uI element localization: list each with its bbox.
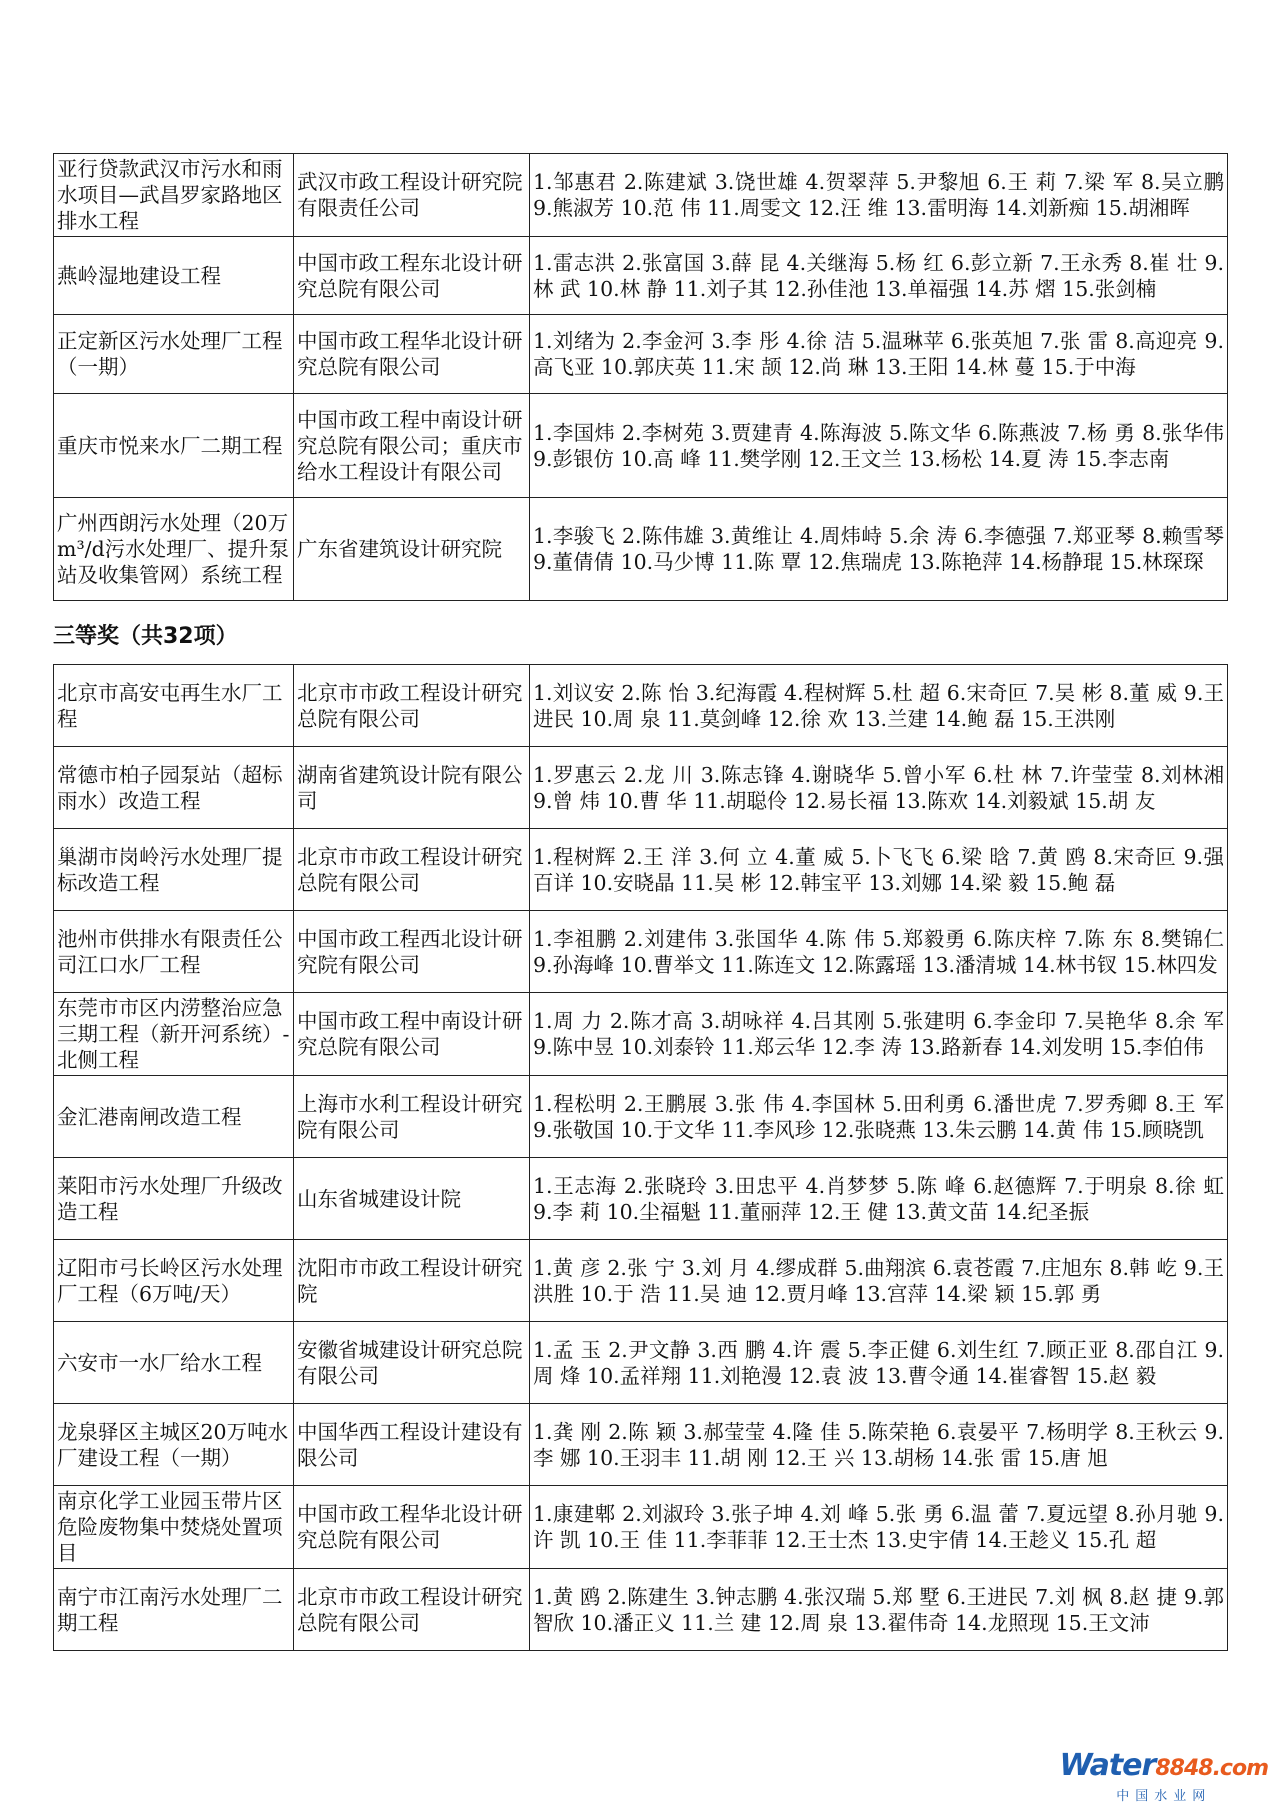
- watermark-logo-text: Water8848.com: [1059, 1748, 1268, 1783]
- project-name-cell: 金汇港南闸改造工程: [54, 1076, 294, 1158]
- members-cell: 1.周 力 2.陈才高 3.胡咏祥 4.吕其刚 5.张建明 6.李金印 7.吴艳华 8.余 军 9.陈中昱 10.刘泰铃 11.郑云华 12.李 涛 13.路新春 14.刘发明 15.李伯伟: [530, 993, 1228, 1076]
- project-name-cell: 东莞市市区内涝整治应急三期工程（新开河系统）-北侧工程: [54, 993, 294, 1076]
- project-name-cell: 池州市供排水有限责任公司江口水厂工程: [54, 911, 294, 993]
- watermark-logo: [1059, 1748, 1268, 1804]
- members-cell: 1.龚 刚 2.陈 颖 3.郝莹莹 4.隆 佳 5.陈荣艳 6.袁晏平 7.杨明学 8.王秋云 9.李 娜 10.王羽丰 11.胡 刚 12.王 兴 13.胡杨 14.张 雷 15.唐 旭: [530, 1404, 1228, 1486]
- company-name-cell: 中国市政工程东北设计研究总院有限公司: [294, 237, 530, 315]
- award-row: [54, 1158, 1228, 1240]
- project-name-cell: 重庆市悦来水厂二期工程: [54, 394, 294, 498]
- project-name-cell: 巢湖市岗岭污水处理厂提标改造工程: [54, 829, 294, 911]
- members-cell: 1.李国炜 2.李树苑 3.贾建青 4.陈海波 5.陈文华 6.陈燕波 7.杨 勇 8.张华伟 9.彭银仿 10.高 峰 11.樊学刚 12.王文兰 13.杨松 14.夏 涛 15.李志南: [530, 394, 1228, 498]
- members-cell: 1.王志海 2.张晓玲 3.田忠平 4.肖梦梦 5.陈 峰 6.赵德辉 7.于明泉 8.徐 虹 9.李 莉 10.尘福魁 11.董丽萍 12.王 健 13.黄文苗 14.纪圣振: [530, 1158, 1228, 1240]
- award-row: [54, 154, 1228, 237]
- company-name-cell: 中国华西工程设计建设有限公司: [294, 1404, 530, 1486]
- award-row: [54, 498, 1228, 601]
- project-name-cell: 龙泉驿区主城区20万吨水厂建设工程（一期）: [54, 1404, 294, 1486]
- members-cell: 1.黄 彦 2.张 宁 3.刘 月 4.缪成群 5.曲翔滨 6.袁苍霞 7.庄旭东 8.韩 屹 9.王洪胜 10.于 浩 11.吴 迪 12.贾月峰 13.宫萍 14.梁 颖 15.郭 勇: [530, 1240, 1228, 1322]
- members-cell: 1.黄 鸥 2.陈建生 3.钟志鹏 4.张汉瑞 5.郑 墅 6.王进民 7.刘 枫 8.赵 捷 9.郭智欣 10.潘正义 11.兰 建 12.周 泉 13.翟伟奇 14.龙照现 15.王文沛: [530, 1569, 1228, 1651]
- award-row: [54, 1322, 1228, 1404]
- awards-table-bottom: [53, 664, 1228, 1651]
- members-cell: 1.程松明 2.王鹏展 3.张 伟 4.李国林 5.田利勇 6.潘世虎 7.罗秀卿 8.王 军 9.张敬国 10.于文华 11.李风珍 12.张晓燕 13.朱云鹏 14.黄 伟 15.顾晓凯: [530, 1076, 1228, 1158]
- project-name-cell: 莱阳市污水处理厂升级改造工程: [54, 1158, 294, 1240]
- company-name-cell: 武汉市政工程设计研究院有限责任公司: [294, 154, 530, 237]
- company-name-cell: 沈阳市市政工程设计研究院: [294, 1240, 530, 1322]
- project-name-cell: 南宁市江南污水处理厂二期工程: [54, 1569, 294, 1651]
- project-name-cell: 正定新区污水处理厂工程（一期）: [54, 315, 294, 394]
- award-row: [54, 315, 1228, 394]
- project-name-cell: 北京市高安屯再生水厂工程: [54, 665, 294, 747]
- award-row: [54, 747, 1228, 829]
- watermark-subtitle: 中国水业网: [1116, 1789, 1212, 1804]
- project-name-cell: 南京化学工业园玉带片区危险废物集中焚烧处置项目: [54, 1486, 294, 1569]
- award-row: [54, 1240, 1228, 1322]
- company-name-cell: 北京市市政工程设计研究总院有限公司: [294, 665, 530, 747]
- company-name-cell: 上海市水利工程设计研究院有限公司: [294, 1076, 530, 1158]
- members-cell: 1.邹惠君 2.陈建斌 3.饶世雄 4.贺翠萍 5.尹黎旭 6.王 莉 7.梁 军 8.吴立鹏 9.熊淑芳 10.范 伟 11.周雯文 12.汪 维 13.雷明海 14.刘新痴 15.胡湘晖: [530, 154, 1228, 237]
- project-name-cell: 广州西朗污水处理（20万m³/d污水处理厂、提升泵站及收集管网）系统工程: [54, 498, 294, 601]
- company-name-cell: 中国市政工程中南设计研究总院有限公司: [294, 993, 530, 1076]
- members-cell: 1.李骏飞 2.陈伟雄 3.黄维让 4.周炜峙 5.余 涛 6.李德强 7.郑亚琴 8.赖雪琴 9.董倩倩 10.马少博 11.陈 覃 12.焦瑞虎 13.陈艳萍 14.杨静琨 15.林琛琛: [530, 498, 1228, 601]
- award-row: [54, 911, 1228, 993]
- project-name-cell: 亚行贷款武汉市污水和雨水项目—武昌罗家路地区排水工程: [54, 154, 294, 237]
- members-cell: 1.刘议安 2.陈 怡 3.纪海霞 4.程树辉 5.杜 超 6.宋奇叵 7.吴 彬 8.董 威 9.王进民 10.周 泉 11.莫剑峰 12.徐 欢 13.兰建 14.鲍 磊 15.王洪刚: [530, 665, 1228, 747]
- award-row: [54, 829, 1228, 911]
- award-row: [54, 237, 1228, 315]
- award-row: [54, 1404, 1228, 1486]
- members-cell: 1.罗惠云 2.龙 川 3.陈志锋 4.谢晓华 5.曾小军 6.杜 林 7.许莹莹 8.刘林湘 9.曾 炜 10.曹 华 11.胡聪伶 12.易长福 13.陈欢 14.刘毅斌 15.胡 友: [530, 747, 1228, 829]
- awards-table-top: [53, 153, 1228, 601]
- project-name-cell: 燕岭湿地建设工程: [54, 237, 294, 315]
- company-name-cell: 湖南省建筑设计院有限公司: [294, 747, 530, 829]
- section-heading: 三等奖（共32项）: [53, 624, 238, 649]
- project-name-cell: 辽阳市弓长岭区污水处理厂工程（6万吨/天）: [54, 1240, 294, 1322]
- members-cell: 1.孟 玉 2.尹文静 3.西 鹏 4.许 震 5.李正健 6.刘生红 7.顾正亚 8.邵自江 9.周 烽 10.孟祥翔 11.刘艳漫 12.袁 波 13.曹令通 14.崔睿智 15.赵 毅: [530, 1322, 1228, 1404]
- members-cell: 1.康建郫 2.刘淑玲 3.张子坤 4.刘 峰 5.张 勇 6.温 蕾 7.夏远望 8.孙月驰 9.许 凯 10.王 佳 11.李菲菲 12.王士杰 13.史宇倩 14.王趁义 15.孔 超: [530, 1486, 1228, 1569]
- company-name-cell: 中国市政工程中南设计研究总院有限公司；重庆市给水工程设计有限公司: [294, 394, 530, 498]
- members-cell: 1.雷志洪 2.张富国 3.薛 昆 4.关继海 5.杨 红 6.彭立新 7.王永秀 8.崔 壮 9.林 武 10.林 静 11.刘子其 12.孙佳池 13.单福强 14.苏 熠 15.张剑楠: [530, 237, 1228, 315]
- company-name-cell: 中国市政工程华北设计研究总院有限公司: [294, 315, 530, 394]
- members-cell: 1.程树辉 2.王 洋 3.何 立 4.董 威 5.卜飞飞 6.梁 晗 7.黄 鸥 8.宋奇叵 9.强百详 10.安晓晶 11.吴 彬 12.韩宝平 13.刘娜 14.梁 毅 15.鲍 磊: [530, 829, 1228, 911]
- award-row: [54, 1569, 1228, 1651]
- company-name-cell: 中国市政工程华北设计研究总院有限公司: [294, 1486, 530, 1569]
- company-name-cell: 广东省建筑设计研究院: [294, 498, 530, 601]
- members-cell: 1.刘绪为 2.李金河 3.李 彤 4.徐 洁 5.温琳苹 6.张英旭 7.张 雷 8.高迎亮 9.高飞亚 10.郭庆英 11.宋 颉 12.尚 琳 13.王阳 14.林 蔓 15.于中海: [530, 315, 1228, 394]
- project-name-cell: 六安市一水厂给水工程: [54, 1322, 294, 1404]
- award-row: [54, 1486, 1228, 1569]
- award-row: [54, 665, 1228, 747]
- company-name-cell: 北京市市政工程设计研究总院有限公司: [294, 829, 530, 911]
- company-name-cell: 中国市政工程西北设计研究院有限公司: [294, 911, 530, 993]
- project-name-cell: 常德市柏子园泵站（超标雨水）改造工程: [54, 747, 294, 829]
- members-cell: 1.李祖鹏 2.刘建伟 3.张国华 4.陈 伟 5.郑毅勇 6.陈庆梓 7.陈 东 8.樊锦仁 9.孙海峰 10.曹举文 11.陈连文 12.陈露瑶 13.潘清城 14.林书钗 15.林四发: [530, 911, 1228, 993]
- award-row: [54, 1076, 1228, 1158]
- company-name-cell: 安徽省城建设计研究总院有限公司: [294, 1322, 530, 1404]
- award-row: [54, 993, 1228, 1076]
- company-name-cell: 北京市市政工程设计研究总院有限公司: [294, 1569, 530, 1651]
- award-row: [54, 394, 1228, 498]
- company-name-cell: 山东省城建设计院: [294, 1158, 530, 1240]
